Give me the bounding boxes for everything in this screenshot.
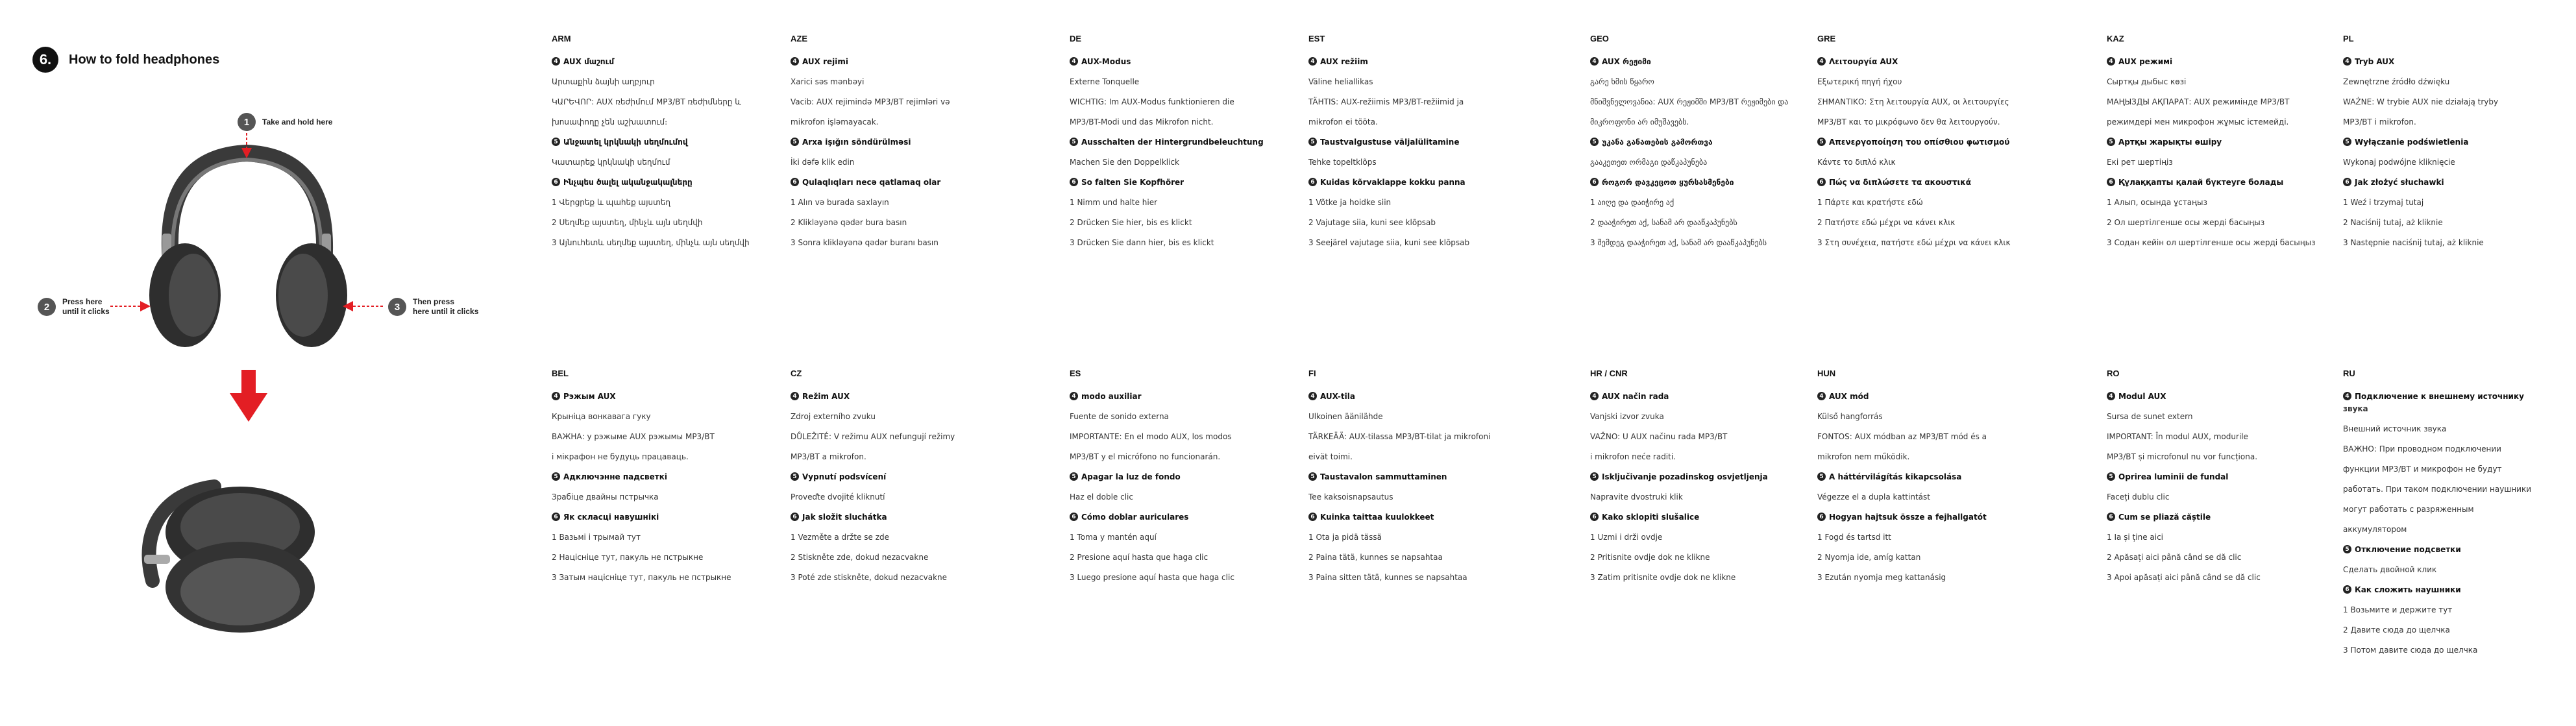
fold-step: 3 Содан кейін ол шертілгенше осы жерді басыңыз xyxy=(2107,238,2316,247)
fold-heading: 6 Құлаққапты қалай бүктеуге болады xyxy=(2107,177,2327,188)
step-bullet-icon: 4 xyxy=(791,57,799,66)
backlight-heading: 5 Taustvalgustuse väljalülitamine xyxy=(1308,137,1529,147)
aux-heading: 4 Režim AUX xyxy=(791,391,1011,402)
fold-step: 1 Ota ja pidä tässä xyxy=(1308,533,1382,542)
language-code: RO xyxy=(2107,369,2120,378)
aux-text: გარე ხმის წყარო xyxy=(1590,77,1654,86)
step-bullet-icon: 5 xyxy=(1070,138,1078,146)
step-bullet-icon: 6 xyxy=(1817,178,1826,186)
aux-text: Крыніца вонкавага гуку xyxy=(552,412,651,421)
aux-text: Արտաքին ձայնի աղբյուր xyxy=(552,77,655,86)
aux-text: Külső hangforrás xyxy=(1817,412,1883,421)
fold-step: 1 Uzmi i drži ovdje xyxy=(1590,533,1663,542)
language-block-fi xyxy=(1308,369,1529,592)
backlight-heading: 5 Адключэнне падсветкі xyxy=(552,472,772,482)
fold-step: 2 Націсніце тут, пакуль не пстрыкне xyxy=(552,553,704,562)
backlight-heading: 5 Անջատել կրկնակի սեղմումով xyxy=(552,137,772,147)
step-bullet-icon: 6 xyxy=(1817,513,1826,521)
language-code: ARM xyxy=(552,34,571,43)
backlight-heading: 5 Oprirea luminii de fundal xyxy=(2107,472,2327,482)
fold-heading: 6 Kako sklopiti slušalice xyxy=(1590,512,1811,522)
aux-text: WAŻNE: W trybie AUX nie działają tryby xyxy=(2343,97,2499,106)
fold-down-arrow-icon xyxy=(230,370,267,422)
step-bullet-icon: 4 xyxy=(2107,57,2115,66)
language-block-bel xyxy=(552,369,772,592)
backlight-heading: 5 A háttérvilágítás kikapcsolása xyxy=(1817,472,2038,482)
aux-heading: 4 Подключение к внешнему источнику xyxy=(2343,391,2564,402)
aux-text: i mikrofon neće raditi. xyxy=(1590,452,1676,461)
step-bullet-icon: 4 xyxy=(2107,392,2115,400)
aux-text: Zdroj externího zvuku xyxy=(791,412,876,421)
fold-step: 1 Vezměte a držte se zde xyxy=(791,533,890,542)
fold-step: 2 Drücken Sie hier, bis es klickt xyxy=(1070,218,1192,227)
backlight-heading: 5 Arxa işığın söndürülməsi xyxy=(791,137,1011,147)
headphone-illustration xyxy=(0,0,519,726)
aux-heading: 4 AUX режимі xyxy=(2107,56,2327,67)
fold-step: 3 Sonra klikləyənə qədər buranı basın xyxy=(791,238,938,247)
aux-text: FONTOS: AUX módban az MP3/BT mód és a xyxy=(1817,432,1987,441)
backlight-text: Tee kaksoisnapsautus xyxy=(1308,492,1393,502)
aux-heading: 4 AUX rejimi xyxy=(791,56,1011,67)
aux-text: Vanjski izvor zvuka xyxy=(1590,412,1664,421)
step-bullet-icon: 6 xyxy=(1590,513,1599,521)
step-bullet-icon: 6 xyxy=(1070,178,1078,186)
backlight-heading: 5 Απενεργοποίηση του οπίσθιου φωτισμού xyxy=(1817,137,2038,147)
backlight-heading: 5 უკანა განათების გამორთვა xyxy=(1590,137,1811,147)
backlight-text: Tehke topeltklõps xyxy=(1308,158,1377,167)
step-bullet-icon: 6 xyxy=(2107,178,2115,186)
aux-text: могут работать с разряженным xyxy=(2343,505,2474,514)
fold-heading: 6 Как сложить наушники xyxy=(2343,585,2564,595)
aux-heading: 4 AUX mód xyxy=(1817,391,2038,402)
aux-heading: 4 Tryb AUX xyxy=(2343,56,2564,67)
step-bullet-icon: 6 xyxy=(2107,513,2115,521)
fold-heading: 6 So falten Sie Kopfhörer xyxy=(1070,177,1290,188)
aux-text: ԿԱՐԵՎՈՐ: AUX ռեժիմում MP3/BT ռեժիմները և xyxy=(552,97,741,106)
language-block-est xyxy=(1308,34,1529,258)
language-code: BEL xyxy=(552,369,569,378)
language-block-ro xyxy=(2107,369,2327,592)
language-code: FI xyxy=(1308,369,1316,378)
backlight-text: Machen Sie den Doppelklick xyxy=(1070,158,1179,167)
aux-text: функции MP3/BT и микрофон не будут xyxy=(2343,465,2502,474)
language-block-kaz xyxy=(2107,34,2327,258)
fold-heading: 6 Cómo doblar auriculares xyxy=(1070,512,1290,522)
aux-heading: 4 modo auxiliar xyxy=(1070,391,1290,402)
aux-text: Sursa de sunet extern xyxy=(2107,412,2193,421)
aux-text: Внешний источник звука xyxy=(2343,424,2447,433)
backlight-text: Екі рет шертіңіз xyxy=(2107,158,2173,167)
step-bullet-icon: 5 xyxy=(1590,472,1599,481)
step-bullet-icon: 5 xyxy=(1817,138,1826,146)
backlight-heading: 5 Vypnutí podsvícení xyxy=(791,472,1011,482)
fold-step: 2 Naciśnij tutaj, aż kliknie xyxy=(2343,218,2443,227)
aux-text: MP3/BT și microfonul nu vor funcționa. xyxy=(2107,452,2258,461)
aux-heading: 4 AUX რეჟიმი xyxy=(1590,56,1811,67)
fold-step: 3 Paina sitten tätä, kunnes se napsahtaa xyxy=(1308,573,1467,582)
fold-heading: 6 Як скласці навушнікі xyxy=(552,512,772,522)
backlight-text: Faceți dublu clic xyxy=(2107,492,2170,502)
aux-text: Zewnętrzne źródło dźwięku xyxy=(2343,77,2450,86)
step-3-text: Then press here until it clicks xyxy=(413,297,479,316)
language-block-es xyxy=(1070,369,1290,592)
fold-step: 1 Nimm und halte hier xyxy=(1070,198,1158,207)
fold-step: 2 Stiskněte zde, dokud nezacvakne xyxy=(791,553,929,562)
aux-text: MP3/BT y el micrófono no funcionarán. xyxy=(1070,452,1221,461)
step-bullet-icon: 5 xyxy=(2107,472,2115,481)
language-block-hun xyxy=(1817,369,2038,592)
step-bullet-icon: 5 xyxy=(1308,138,1317,146)
fold-step: 1 Алып, осында ұстаңыз xyxy=(2107,198,2207,207)
step-bullet-icon: 4 xyxy=(1590,57,1599,66)
aux-text: TÄHTIS: AUX-režiimis MP3/BT-režiimid ja xyxy=(1308,97,1464,106)
aux-text: eivät toimi. xyxy=(1308,452,1353,461)
step-bullet-icon: 6 xyxy=(791,178,799,186)
step-bullet-icon: 4 xyxy=(1817,57,1826,66)
fold-heading: 6 Jak složit sluchátka xyxy=(791,512,1011,522)
backlight-text: Wykonaj podwójne kliknięcie xyxy=(2343,158,2455,167)
step-bullet-icon: 5 xyxy=(2343,545,2351,553)
language-code: GRE xyxy=(1817,34,1836,43)
step-3-badge: 3 xyxy=(388,298,406,316)
aux-text: IMPORTANT: În modul AUX, modurile xyxy=(2107,432,2248,441)
step-bullet-icon: 6 xyxy=(552,513,560,521)
step-bullet-icon: 6 xyxy=(1070,513,1078,521)
fold-step: 3 Այնուհետև սեղմեք այստեղ, մինչև այն սեղմվի xyxy=(552,238,750,247)
backlight-text: Κάντε το διπλό κλικ xyxy=(1817,158,1896,167)
section-title: How to fold headphones xyxy=(69,52,220,67)
fold-step: 1 Ia și ține aici xyxy=(2107,533,2164,542)
aux-text: Εξωτερική πηγή ήχου xyxy=(1817,77,1902,86)
fold-heading: 6 Kuinka taittaa kuulokkeet xyxy=(1308,512,1529,522)
aux-text: TÄRKEÄÄ: AUX-tilassa MP3/BT-tilat ja mikrofoni xyxy=(1308,432,1491,441)
aux-text: მიკროფონი არ იმუშავებს. xyxy=(1590,117,1689,127)
aux-text: Vacib: AUX rejimində MP3/BT rejimləri və xyxy=(791,97,950,106)
language-block-arm xyxy=(552,34,772,258)
fold-step: 1 Возьмите и держите тут xyxy=(2343,605,2453,614)
aux-text: VAŽNO: U AUX načinu rada MP3/BT xyxy=(1590,432,1728,441)
step-bullet-icon: 6 xyxy=(552,178,560,186)
aux-heading: 4 AUX-Modus xyxy=(1070,56,1290,67)
fold-step: 2 Pritisnite ovdje dok ne klikne xyxy=(1590,553,1710,562)
language-block-cz xyxy=(791,369,1011,592)
fold-heading: 6 Jak złożyć słuchawki xyxy=(2343,177,2564,188)
step-bullet-icon: 4 xyxy=(552,57,560,66)
aux-heading: 4 AUX režiim xyxy=(1308,56,1529,67)
aux-text: MP3/BT και το μικρόφωνο δεν θα λειτουργούν. xyxy=(1817,117,2000,127)
fold-heading: 6 Hogyan hajtsuk össze a fejhallgatót xyxy=(1817,512,2038,522)
fold-step: 3 Zatim pritisnite ovdje dok ne klikne xyxy=(1590,573,1736,582)
step-bullet-icon: 6 xyxy=(791,513,799,521)
step-bullet-icon: 5 xyxy=(552,138,560,146)
aux-text: խոսափողը չեն աշխատում։ xyxy=(552,117,668,127)
step-1-badge: 1 xyxy=(238,113,256,131)
language-code: HR / CNR xyxy=(1590,369,1628,378)
step-bullet-icon: 5 xyxy=(1070,472,1078,481)
fold-heading: 6 როგორ დავკეცოთ ყურსასმენები xyxy=(1590,177,1811,188)
fold-step: 3 Następnie naciśnij tutaj, aż kliknie xyxy=(2343,238,2484,247)
aux-text: IMPORTANTE: En el modo AUX, los modos xyxy=(1070,432,1232,441)
folded-headphones-image xyxy=(144,487,315,633)
fold-heading: 6 Kuidas kõrvaklappe kokku panna xyxy=(1308,177,1529,188)
fold-step: 2 Paina tätä, kunnes se napsahtaa xyxy=(1308,553,1443,562)
step-bullet-icon: 4 xyxy=(1590,392,1599,400)
fold-step: 1 Fogd és tartsd itt xyxy=(1817,533,1891,542)
step-bullet-icon: 6 xyxy=(2343,178,2351,186)
fold-step: 3 Στη συνέχεια, πατήστε εδώ μέχρι να κάνει κλικ xyxy=(1817,238,2011,247)
step-2-badge: 2 xyxy=(38,298,56,316)
backlight-text: Сделать двойной клик xyxy=(2343,565,2437,574)
backlight-text: Зрабіце двайны пстрычка xyxy=(552,492,659,502)
aux-text: ΣΗΜΑΝΤΙΚΟ: Στη λειτουργία AUX, οι λειτουργίες xyxy=(1817,97,2009,106)
backlight-text: İki dəfə klik edin xyxy=(791,158,855,167)
language-block-aze xyxy=(791,34,1011,258)
step-1-callout xyxy=(238,113,332,131)
language-code: GEO xyxy=(1590,34,1609,43)
step-bullet-icon: 5 xyxy=(552,472,560,481)
step-bullet-icon: 4 xyxy=(2343,57,2351,66)
aux-text: режимдері мен микрофон жұмыс істемейді. xyxy=(2107,117,2289,127)
aux-text: Сыртқы дыбыс көзі xyxy=(2107,77,2187,86)
language-code: KAZ xyxy=(2107,34,2124,43)
fold-heading: 6 Ինչպես ծալել ականջակալները xyxy=(552,177,772,188)
language-code: DE xyxy=(1070,34,1082,43)
backlight-text: Napravite dvostruki klik xyxy=(1590,492,1683,502)
language-block-de xyxy=(1070,34,1290,258)
fold-heading: 6 Cum se pliază căștile xyxy=(2107,512,2327,522)
backlight-heading: 5 Apagar la luz de fondo xyxy=(1070,472,1290,482)
fold-heading: 6 Πώς να διπλώσετε τα ακουστικά xyxy=(1817,177,2038,188)
fold-step: 1 Вазьмі і трымай тут xyxy=(552,533,641,542)
language-block-pl xyxy=(2343,34,2564,258)
aux-text: ВАЖНА: у рэжыме AUX рэжымы MP3/BT xyxy=(552,432,715,441)
fold-step: 3 Apoi apăsați aici până când se dă clic xyxy=(2107,573,2261,582)
step-2-text: Press here until it clicks xyxy=(62,297,110,316)
language-block-hr-cnr xyxy=(1590,369,1811,592)
fold-step: 1 Toma y mantén aquí xyxy=(1070,533,1157,542)
language-block-ru xyxy=(2343,369,2564,665)
backlight-heading: 5 Артқы жарықты өшіру xyxy=(2107,137,2327,147)
aux-heading: 4 AUX način rada xyxy=(1590,391,1811,402)
aux-heading: 4 Рэжым AUX xyxy=(552,391,772,402)
aux-text: МАҢЫЗДЫ АҚПАРАТ: AUX режимінде MP3/BT xyxy=(2107,97,2290,106)
backlight-text: Proveďte dvojité kliknutí xyxy=(791,492,885,502)
language-code: HUN xyxy=(1817,369,1836,378)
backlight-heading: 5 Ausschalten der Hintergrundbeleuchtung xyxy=(1070,137,1290,147)
backlight-heading: 5 Isključivanje pozadinskog osvjetljenja xyxy=(1590,472,1811,482)
aux-text: WICHTIG: Im AUX-Modus funktionieren die xyxy=(1070,97,1234,106)
fold-step: 2 Սեղմեք այստեղ, մինչև այն սեղմվի xyxy=(552,218,703,227)
aux-heading: 4 AUX-tila xyxy=(1308,391,1529,402)
aux-text: mikrofon işləmayacak. xyxy=(791,117,879,127)
aux-text: ВАЖНО: При проводном подключении xyxy=(2343,444,2501,454)
aux-text: Väline heliallikas xyxy=(1308,77,1373,86)
fold-step: 3 Потом давите сюда до щелчка xyxy=(2343,646,2478,655)
backlight-text: გააკეთეთ ორმაგი დაწკაპუნება xyxy=(1590,158,1708,167)
backlight-text: Haz el doble clic xyxy=(1070,492,1133,502)
step-bullet-icon: 5 xyxy=(1817,472,1826,481)
fold-step: 2 დააჭირეთ აქ, სანამ არ დააწკაპუნებს xyxy=(1590,218,1737,227)
step-1-text: Take and hold here xyxy=(262,117,333,127)
fold-step: 3 Затым націсніце тут, пакуль не пстрыкне xyxy=(552,573,731,582)
step-3-callout xyxy=(388,297,478,317)
aux-heading: 4 Λειτουργία AUX xyxy=(1817,56,2038,67)
fold-step: 3 Ezután nyomja meg kattanásig xyxy=(1817,573,1946,582)
step-bullet-icon: 4 xyxy=(791,392,799,400)
language-code: RU xyxy=(2343,369,2355,378)
fold-step: 2 Давите сюда до щелчка xyxy=(2343,625,2450,635)
language-code: CZ xyxy=(791,369,802,378)
fold-step: 1 Alın və burada saxlayın xyxy=(791,198,889,207)
language-block-geo xyxy=(1590,34,1811,258)
aux-text: Externe Tonquelle xyxy=(1070,77,1140,86)
language-code: PL xyxy=(2343,34,2354,43)
fold-step: 3 შემდეგ დააჭირეთ აქ, სანამ არ დააწკაპუნებს xyxy=(1590,238,1767,247)
fold-step: 3 Poté zde stiskněte, dokud nezacvakne xyxy=(791,573,948,582)
aux-text: DŮLEŽITÉ: V režimu AUX nefungují režimy xyxy=(791,432,955,441)
fold-step: 2 Klikləyənə qədər bura basın xyxy=(791,218,907,227)
aux-text: Xarici səs mənbəyi xyxy=(791,77,865,86)
fold-step: 1 Võtke ja hoidke siin xyxy=(1308,198,1392,207)
step-bullet-icon: 5 xyxy=(791,472,799,481)
fold-step: 1 აიღე და დაიჭირე აქ xyxy=(1590,198,1674,207)
fold-step: 3 Luego presione aquí hasta que haga clic xyxy=(1070,573,1234,582)
step-bullet-icon: 5 xyxy=(1308,472,1317,481)
aux-text: Fuente de sonido externa xyxy=(1070,412,1169,421)
fold-step: 1 Վերցրեք և պահեք այստեղ xyxy=(552,198,671,207)
step-bullet-icon: 5 xyxy=(1590,138,1599,146)
backlight-text: Végezze el a dupla kattintást xyxy=(1817,492,1930,502)
step-bullet-icon: 6 xyxy=(1590,178,1599,186)
aux-text: mikrofon ei tööta. xyxy=(1308,117,1378,127)
step-bullet-icon: 4 xyxy=(2343,392,2351,400)
fold-step: 2 Nyomja ide, amíg kattan xyxy=(1817,553,1921,562)
step-bullet-icon: 4 xyxy=(1308,392,1317,400)
unfolded-headphones-image xyxy=(149,153,347,347)
fold-step: 3 Drücken Sie dann hier, bis es klickt xyxy=(1070,238,1214,247)
aux-text: MP3/BT i mikrofon. xyxy=(2343,117,2416,127)
instruction-panel xyxy=(0,0,519,726)
backlight-heading: 5 Taustavalon sammuttaminen xyxy=(1308,472,1529,482)
fold-step: 3 Seejärel vajutage siia, kuni see klõpsab xyxy=(1308,238,1470,247)
backlight-text: Կատարեք կրկնակի սեղմում xyxy=(552,158,670,167)
step-bullet-icon: 5 xyxy=(791,138,799,146)
aux-text: MP3/BT a mikrofon. xyxy=(791,452,866,461)
fold-step: 2 Ол шертілгенше осы жерді басыңыз xyxy=(2107,218,2265,227)
step-bullet-icon: 6 xyxy=(1308,178,1317,186)
step-bullet-icon: 5 xyxy=(2343,138,2351,146)
aux-text: mikrofon nem működik. xyxy=(1817,452,1910,461)
aux-text: работать. При таком подключении наушники xyxy=(2343,485,2532,494)
fold-step: 1 Πάρτε και κρατήστε εδώ xyxy=(1817,198,1923,207)
step-bullet-icon: 4 xyxy=(1070,57,1078,66)
aux-text: аккумулятором xyxy=(2343,525,2407,534)
aux-text: Ulkoinen äänilähde xyxy=(1308,412,1383,421)
language-code: ES xyxy=(1070,369,1081,378)
step-bullet-icon: 4 xyxy=(1308,57,1317,66)
step-bullet-icon: 4 xyxy=(552,392,560,400)
aux-text: і мікрафон не будуць працаваць. xyxy=(552,452,689,461)
fold-step: 2 Presione aquí hasta que haga clic xyxy=(1070,553,1208,562)
language-block-gre xyxy=(1817,34,2038,258)
aux-heading: 4 Modul AUX xyxy=(2107,391,2327,402)
fold-step: 2 Apăsați aici până când se dă clic xyxy=(2107,553,2242,562)
step-bullet-icon: 6 xyxy=(1308,513,1317,521)
language-code: AZE xyxy=(791,34,807,43)
backlight-heading: 5 Отключение подсветки xyxy=(2343,544,2564,555)
aux-heading-cont: звука xyxy=(2343,404,2368,413)
aux-text: მნიშვნელოვანია: AUX რეჟიმში MP3/BT რეჟიმები და xyxy=(1590,97,1789,106)
step-bullet-icon: 4 xyxy=(1817,392,1826,400)
fold-heading: 6 Qulaqlıqları necə qatlamaq olar xyxy=(791,177,1011,188)
step-bullet-icon: 4 xyxy=(1070,392,1078,400)
language-code: EST xyxy=(1308,34,1325,43)
aux-heading: 4 AUX մաշում xyxy=(552,56,772,67)
fold-step: 1 Weź i trzymaj tutaj xyxy=(2343,198,2424,207)
step-bullet-icon: 5 xyxy=(2107,138,2115,146)
aux-text: MP3/BT-Modi und das Mikrofon nicht. xyxy=(1070,117,1214,127)
fold-step: 2 Πατήστε εδώ μέχρι να κάνει κλικ xyxy=(1817,218,1956,227)
step-2-callout xyxy=(38,297,110,317)
backlight-heading: 5 Wyłączanie podświetlenia xyxy=(2343,137,2564,147)
step-bullet-icon: 6 xyxy=(2343,585,2351,594)
section-number-badge: 6. xyxy=(32,47,58,73)
fold-step: 2 Vajutage siia, kuni see klõpsab xyxy=(1308,218,1436,227)
